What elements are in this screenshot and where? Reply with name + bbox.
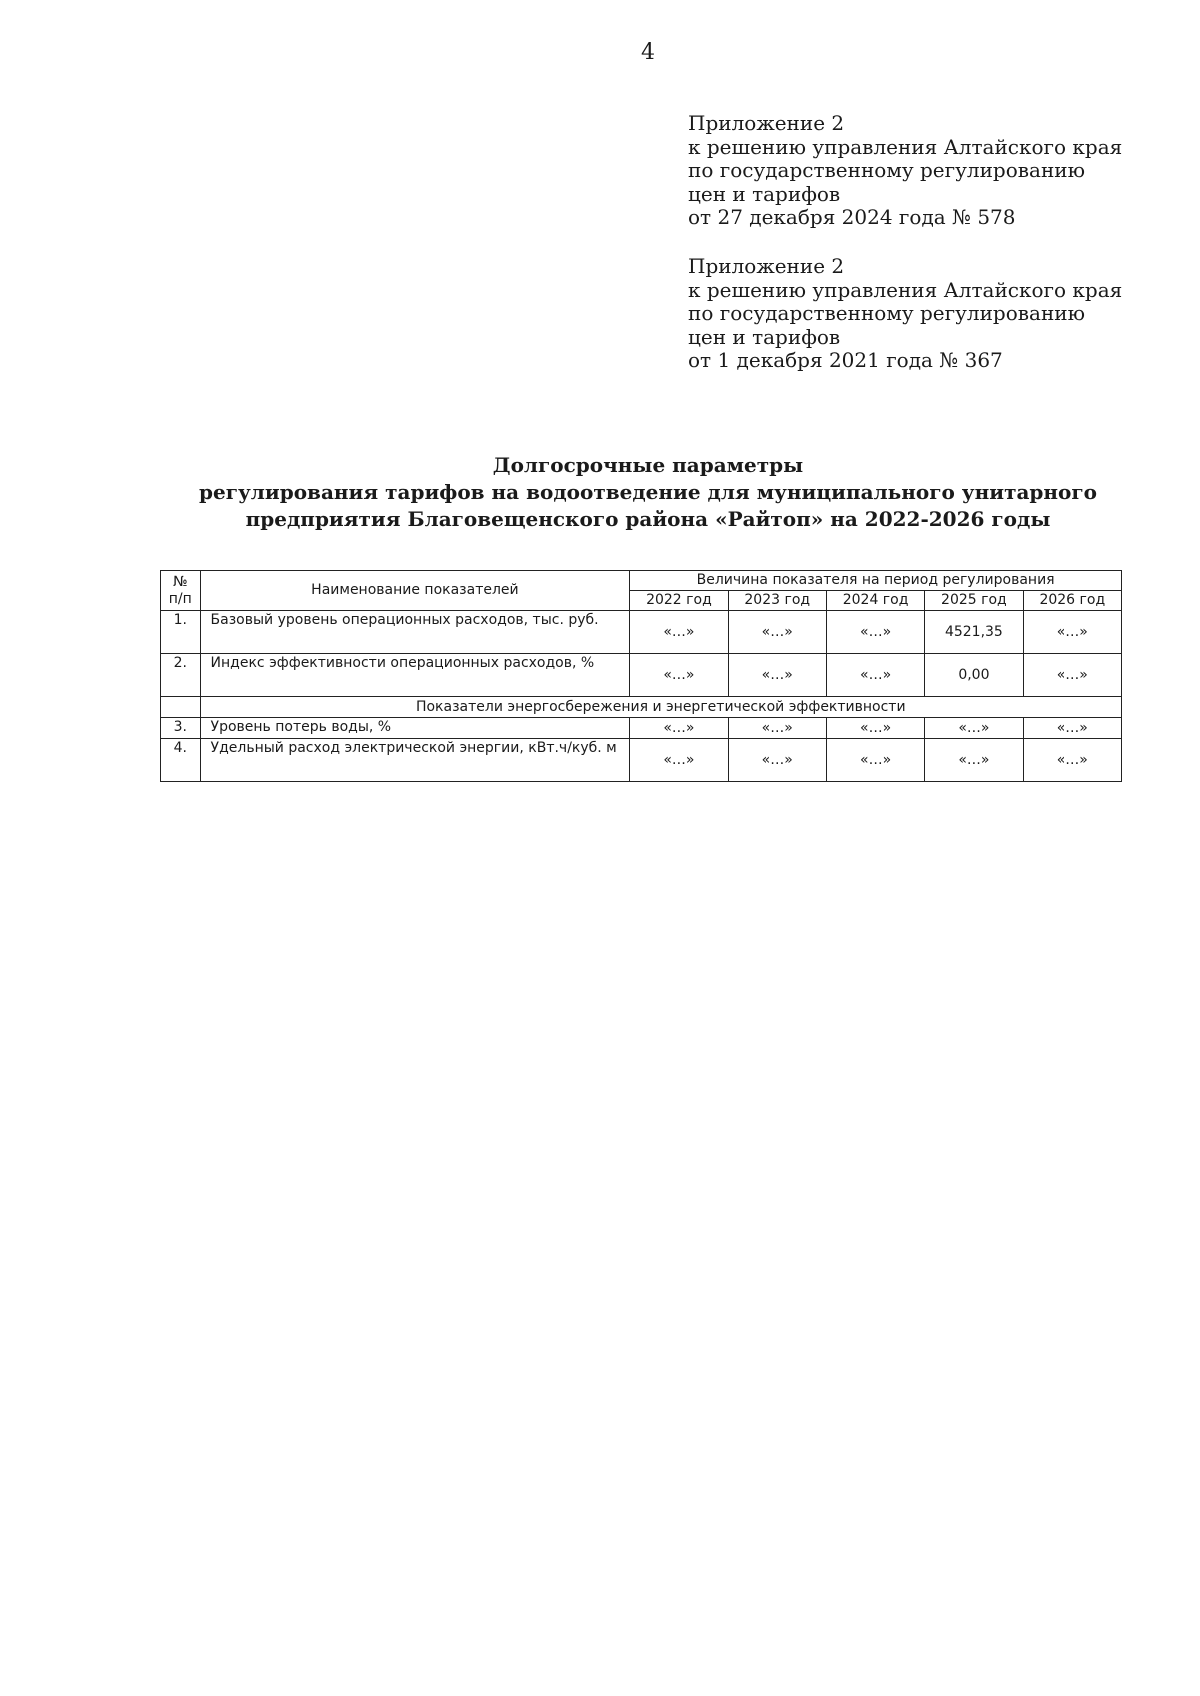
appendix-line: по государственному регулированию <box>688 158 1086 182</box>
row-value: 0,00 <box>925 654 1023 697</box>
row-indicator-name: Удельный расход электрической энергии, кВт.ч/куб. м <box>200 739 630 782</box>
row-indicator-name: Индекс эффективности операционных расходов, % <box>200 654 630 697</box>
document-title <box>0 452 1200 533</box>
row-value: «…» <box>1023 718 1121 739</box>
table-row <box>161 739 1122 782</box>
appendix-note-current <box>688 112 1122 230</box>
header-year: 2022 год <box>630 591 728 611</box>
title-line: регулирования тарифов на водоотведение для муниципального унитарного <box>199 480 1097 504</box>
row-number: 2. <box>161 654 201 697</box>
row-value: «…» <box>1023 739 1121 782</box>
section-empty-cell <box>161 697 201 718</box>
row-value: «…» <box>826 611 924 654</box>
appendix-line: цен и тарифов <box>688 324 841 349</box>
row-value: «…» <box>630 611 728 654</box>
appendix-line: от 1 декабря 2021 года № 367 <box>688 348 1003 372</box>
row-value: «…» <box>1023 611 1121 654</box>
row-value: «…» <box>925 718 1023 739</box>
title-line: предприятия Благовещенского района «Райтоп» на 2022-2026 годы <box>245 507 1051 531</box>
row-value: «…» <box>728 718 826 739</box>
header-number: № п/п <box>161 571 201 611</box>
title-line: Долгосрочные параметры <box>492 453 804 477</box>
table-section-row <box>161 697 1122 718</box>
row-value: «…» <box>728 611 826 654</box>
row-value: «…» <box>1023 654 1121 697</box>
row-value: «…» <box>826 654 924 697</box>
header-year: 2023 год <box>728 591 826 611</box>
row-number: 4. <box>161 739 201 782</box>
row-number: 1. <box>161 611 201 654</box>
parameters-table <box>160 570 1122 782</box>
page-number: 4 <box>641 40 655 65</box>
appendix-line: от 27 декабря 2024 года № 578 <box>688 205 1016 229</box>
row-value: «…» <box>630 718 728 739</box>
header-year: 2026 год <box>1023 591 1121 611</box>
appendix-line: Приложение 2 <box>688 254 845 278</box>
row-value: «…» <box>630 654 728 697</box>
table-row <box>161 611 1122 654</box>
row-value: «…» <box>826 739 924 782</box>
row-value: «…» <box>630 739 728 782</box>
table-header-row <box>161 571 1122 591</box>
row-value: «…» <box>728 654 826 697</box>
row-indicator-name: Уровень потерь воды, % <box>200 718 630 739</box>
table-row <box>161 654 1122 697</box>
appendix-note-original <box>688 255 1122 373</box>
header-period-value: Величина показателя на период регулирования <box>630 571 1122 591</box>
appendix-line: к решению управления Алтайского края <box>688 134 1123 159</box>
row-number: 3. <box>161 718 201 739</box>
header-year: 2024 год <box>826 591 924 611</box>
header-indicator-name: Наименование показателей <box>200 571 630 611</box>
appendix-line: Приложение 2 <box>688 111 845 135</box>
appendix-line: по государственному регулированию <box>688 301 1086 325</box>
row-indicator-name: Базовый уровень операционных расходов, тыс. руб. <box>200 611 630 654</box>
appendix-line: к решению управления Алтайского края <box>688 277 1123 302</box>
row-value: «…» <box>728 739 826 782</box>
section-heading: Показатели энергосбережения и энергетической эффективности <box>200 697 1121 718</box>
header-year: 2025 год <box>925 591 1023 611</box>
row-value: «…» <box>925 739 1023 782</box>
row-value: 4521,35 <box>925 611 1023 654</box>
row-value: «…» <box>826 718 924 739</box>
table-row <box>161 718 1122 739</box>
appendix-line: цен и тарифов <box>688 181 841 206</box>
